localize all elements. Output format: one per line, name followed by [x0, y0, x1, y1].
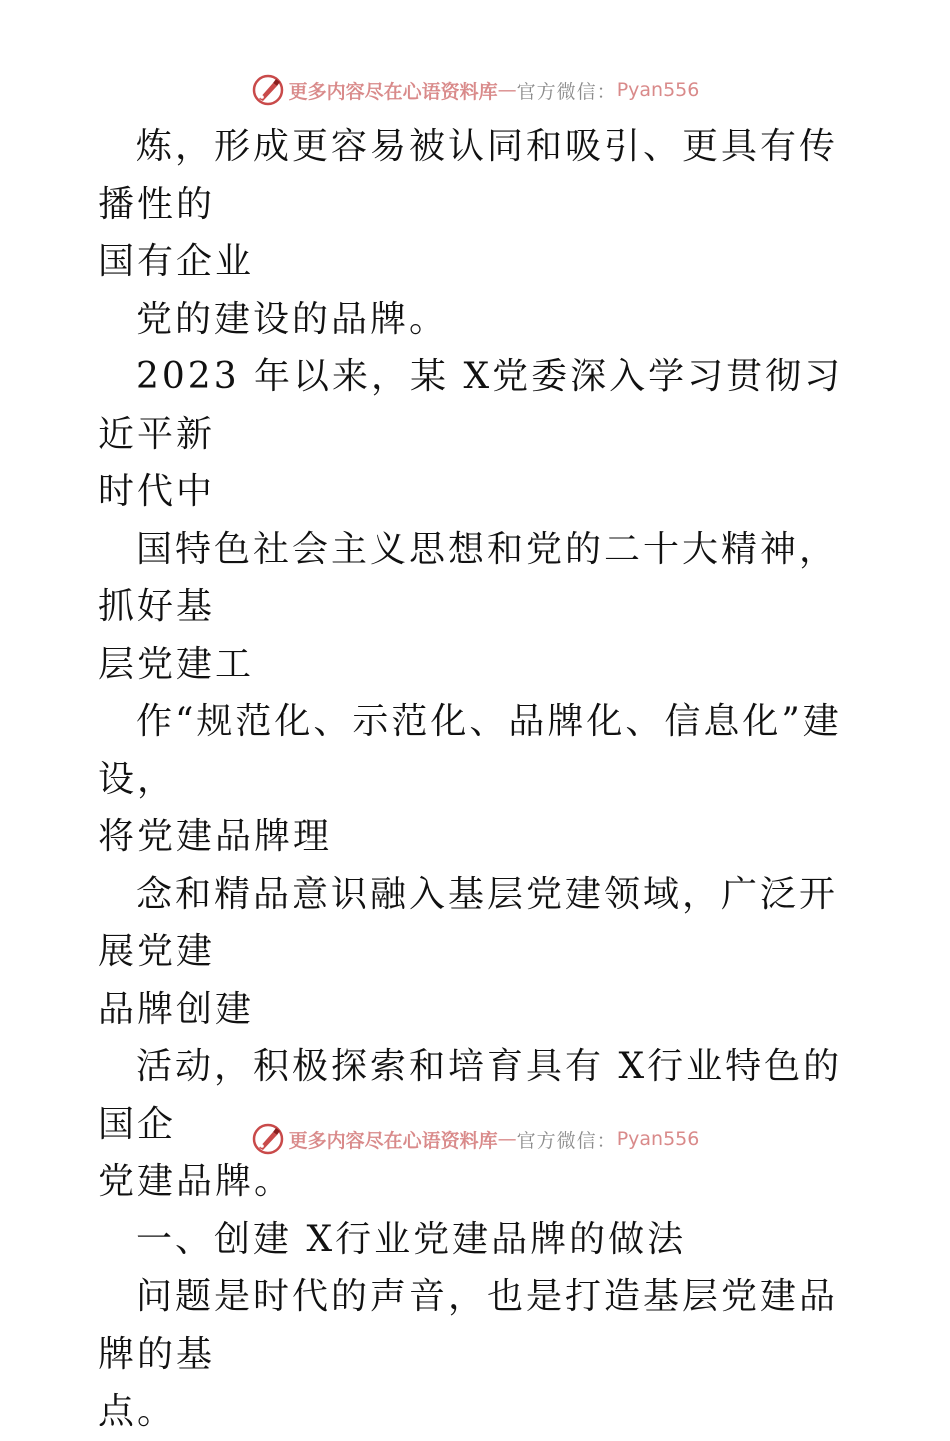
footer-separator: — — [497, 1128, 517, 1150]
paragraph-8: 问题是时代的声音，也是打造基层党建品牌的基 点。 — [98, 1276, 839, 1432]
paragraph-6: 念和精品意识融入基层党建领域，广泛开展党建 品牌创建 — [98, 873, 839, 1030]
pen-logo-icon — [251, 1122, 285, 1156]
footer-wechat-id: Pyan556 — [616, 1128, 700, 1150]
paragraph-7: 活动，积极探索和培育具有 X行业特色的国企 党建品牌。 — [98, 1046, 843, 1202]
section-heading: 一、创建 X行业党建品牌的做法 — [136, 1218, 687, 1260]
footer-banner — [0, 1119, 950, 1159]
header-official-label: 官方微信： — [516, 80, 617, 103]
paragraph-2: 党的建设的品牌。 — [136, 298, 449, 340]
header-banner — [0, 70, 950, 110]
paragraph-1: 炼，形成更容易被认同和吸引、更具有传播性的 国有企业 — [98, 126, 839, 282]
header-brand: 更多内容尽在心语资料库 — [288, 80, 498, 103]
footer-official-label: 官方微信： — [516, 1129, 617, 1152]
paragraph-4: 国特色社会主义思想和党的二十大精神，抓好基 层党建工 — [98, 528, 839, 685]
header-wechat-id: Pyan556 — [616, 79, 700, 101]
document-body — [98, 118, 868, 1441]
header-separator: — — [497, 79, 517, 101]
paragraph-5: 作“规范化、示范化、品牌化、信息化”建设， 将党建品牌理 — [98, 701, 842, 857]
paragraph-3: 2023 年以来，某 X党委深入学习贯彻习近平新 时代中 — [98, 356, 844, 512]
pen-logo-icon — [251, 73, 285, 107]
footer-brand: 更多内容尽在心语资料库 — [288, 1129, 498, 1152]
